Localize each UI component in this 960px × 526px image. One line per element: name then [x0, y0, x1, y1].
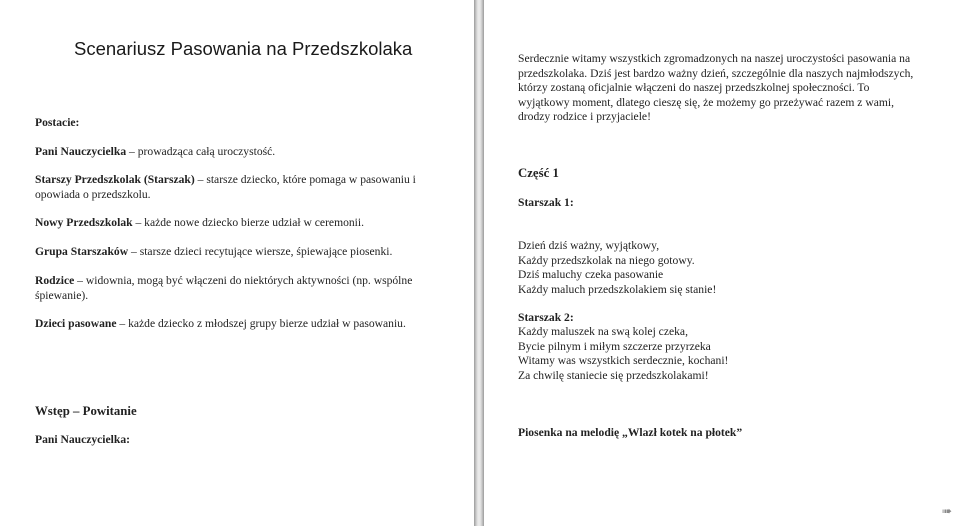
speaker-label-starszak-2: Starszak 2: — [518, 311, 574, 324]
verse-line: Bycie pilnym i miłym szczerze przyrzeka — [518, 339, 711, 353]
welcome-line: przedszkolaka. Dziś jest bardzo ważny dzień, szczególnie dla naszych najmłodszych, — [518, 66, 914, 80]
part-heading: Część 1 — [518, 166, 559, 180]
character-name: Starszy Przedszkolak (Starszak) — [35, 173, 195, 186]
document-title: Scenariusz Pasowania na Przedszkolaka — [74, 38, 413, 59]
verse-line: Za chwilę staniecie się przedszkolakami! — [518, 368, 709, 382]
character-name: Nowy Przedszkolak — [35, 216, 133, 229]
verse-line: Każdy maluszek na swą kolej czeka, — [518, 325, 688, 338]
character-desc: – starsze dziecko, które pomaga w pasowaniu i — [194, 173, 416, 186]
character-item — [35, 274, 440, 303]
welcome-line: drodzy rodzice i przyjaciele! — [518, 110, 651, 123]
character-desc-cont: śpiewanie). — [35, 288, 89, 302]
page-left — [0, 0, 474, 526]
verse-line: Każdy maluch przedszkolakiem się stanie! — [518, 282, 717, 296]
song-heading: Piosenka na melodię „Wlazł kotek na płotek” — [518, 426, 743, 439]
character-name: Dzieci pasowane — [35, 317, 117, 330]
welcome-line: wyjątkowy moment, dlatego cieszę się, że możemy go przeżywać razem z wami, — [518, 95, 894, 109]
character-desc: – widownia, mogą być włączeni do niektórych aktywności (np. wspólne — [74, 274, 413, 287]
verse-line: Dzień dziś ważny, wyjątkowy, — [518, 239, 660, 252]
characters-heading: Postacie: — [35, 116, 80, 129]
character-item — [35, 317, 440, 332]
section-heading-intro: Wstęp – Powitanie — [35, 404, 137, 418]
verse-1 — [518, 239, 938, 297]
character-item — [35, 145, 440, 160]
welcome-line: którzy zostaną oficjalnie włączeni do naszej przedszkolnej społeczności. To — [518, 81, 870, 94]
welcome-paragraph — [518, 52, 938, 125]
speaker-label: Pani Nauczycielka: — [35, 433, 130, 446]
welcome-line: Serdecznie witamy wszystkich zgromadzonych na naszej uroczystości pasowania na — [518, 52, 911, 65]
character-desc: – starsze dzieci recytujące wiersze, śpiewające piosenki. — [128, 245, 393, 258]
character-desc-cont: opowiada o przedszkolu. — [35, 187, 151, 201]
character-item — [35, 173, 440, 202]
verse-line: Dziś maluchy czeka pasowanie — [518, 268, 664, 281]
verse-line: Witamy was wszystkich serdecznie, kochani! — [518, 354, 729, 367]
page-divider — [474, 0, 484, 526]
character-desc: – każde nowe dziecko bierze udział w ceremonii. — [132, 216, 365, 229]
character-item — [35, 216, 440, 231]
character-name: Rodzice — [35, 274, 75, 287]
character-desc: – prowadząca całą uroczystość. — [126, 145, 276, 158]
character-item — [35, 245, 440, 260]
verse-2 — [518, 325, 938, 383]
verse-line: Każdy przedszkolak na niego gotowy. — [518, 253, 695, 267]
character-name: Pani Nauczycielka — [35, 145, 127, 158]
character-desc: – każde dziecko z młodszej grupy bierze udział w pasowaniu. — [116, 317, 406, 330]
next-page-icon[interactable]: ➠ — [941, 504, 953, 518]
character-name: Grupa Starszaków — [35, 245, 129, 258]
speaker-label-starszak-1: Starszak 1: — [518, 196, 574, 209]
